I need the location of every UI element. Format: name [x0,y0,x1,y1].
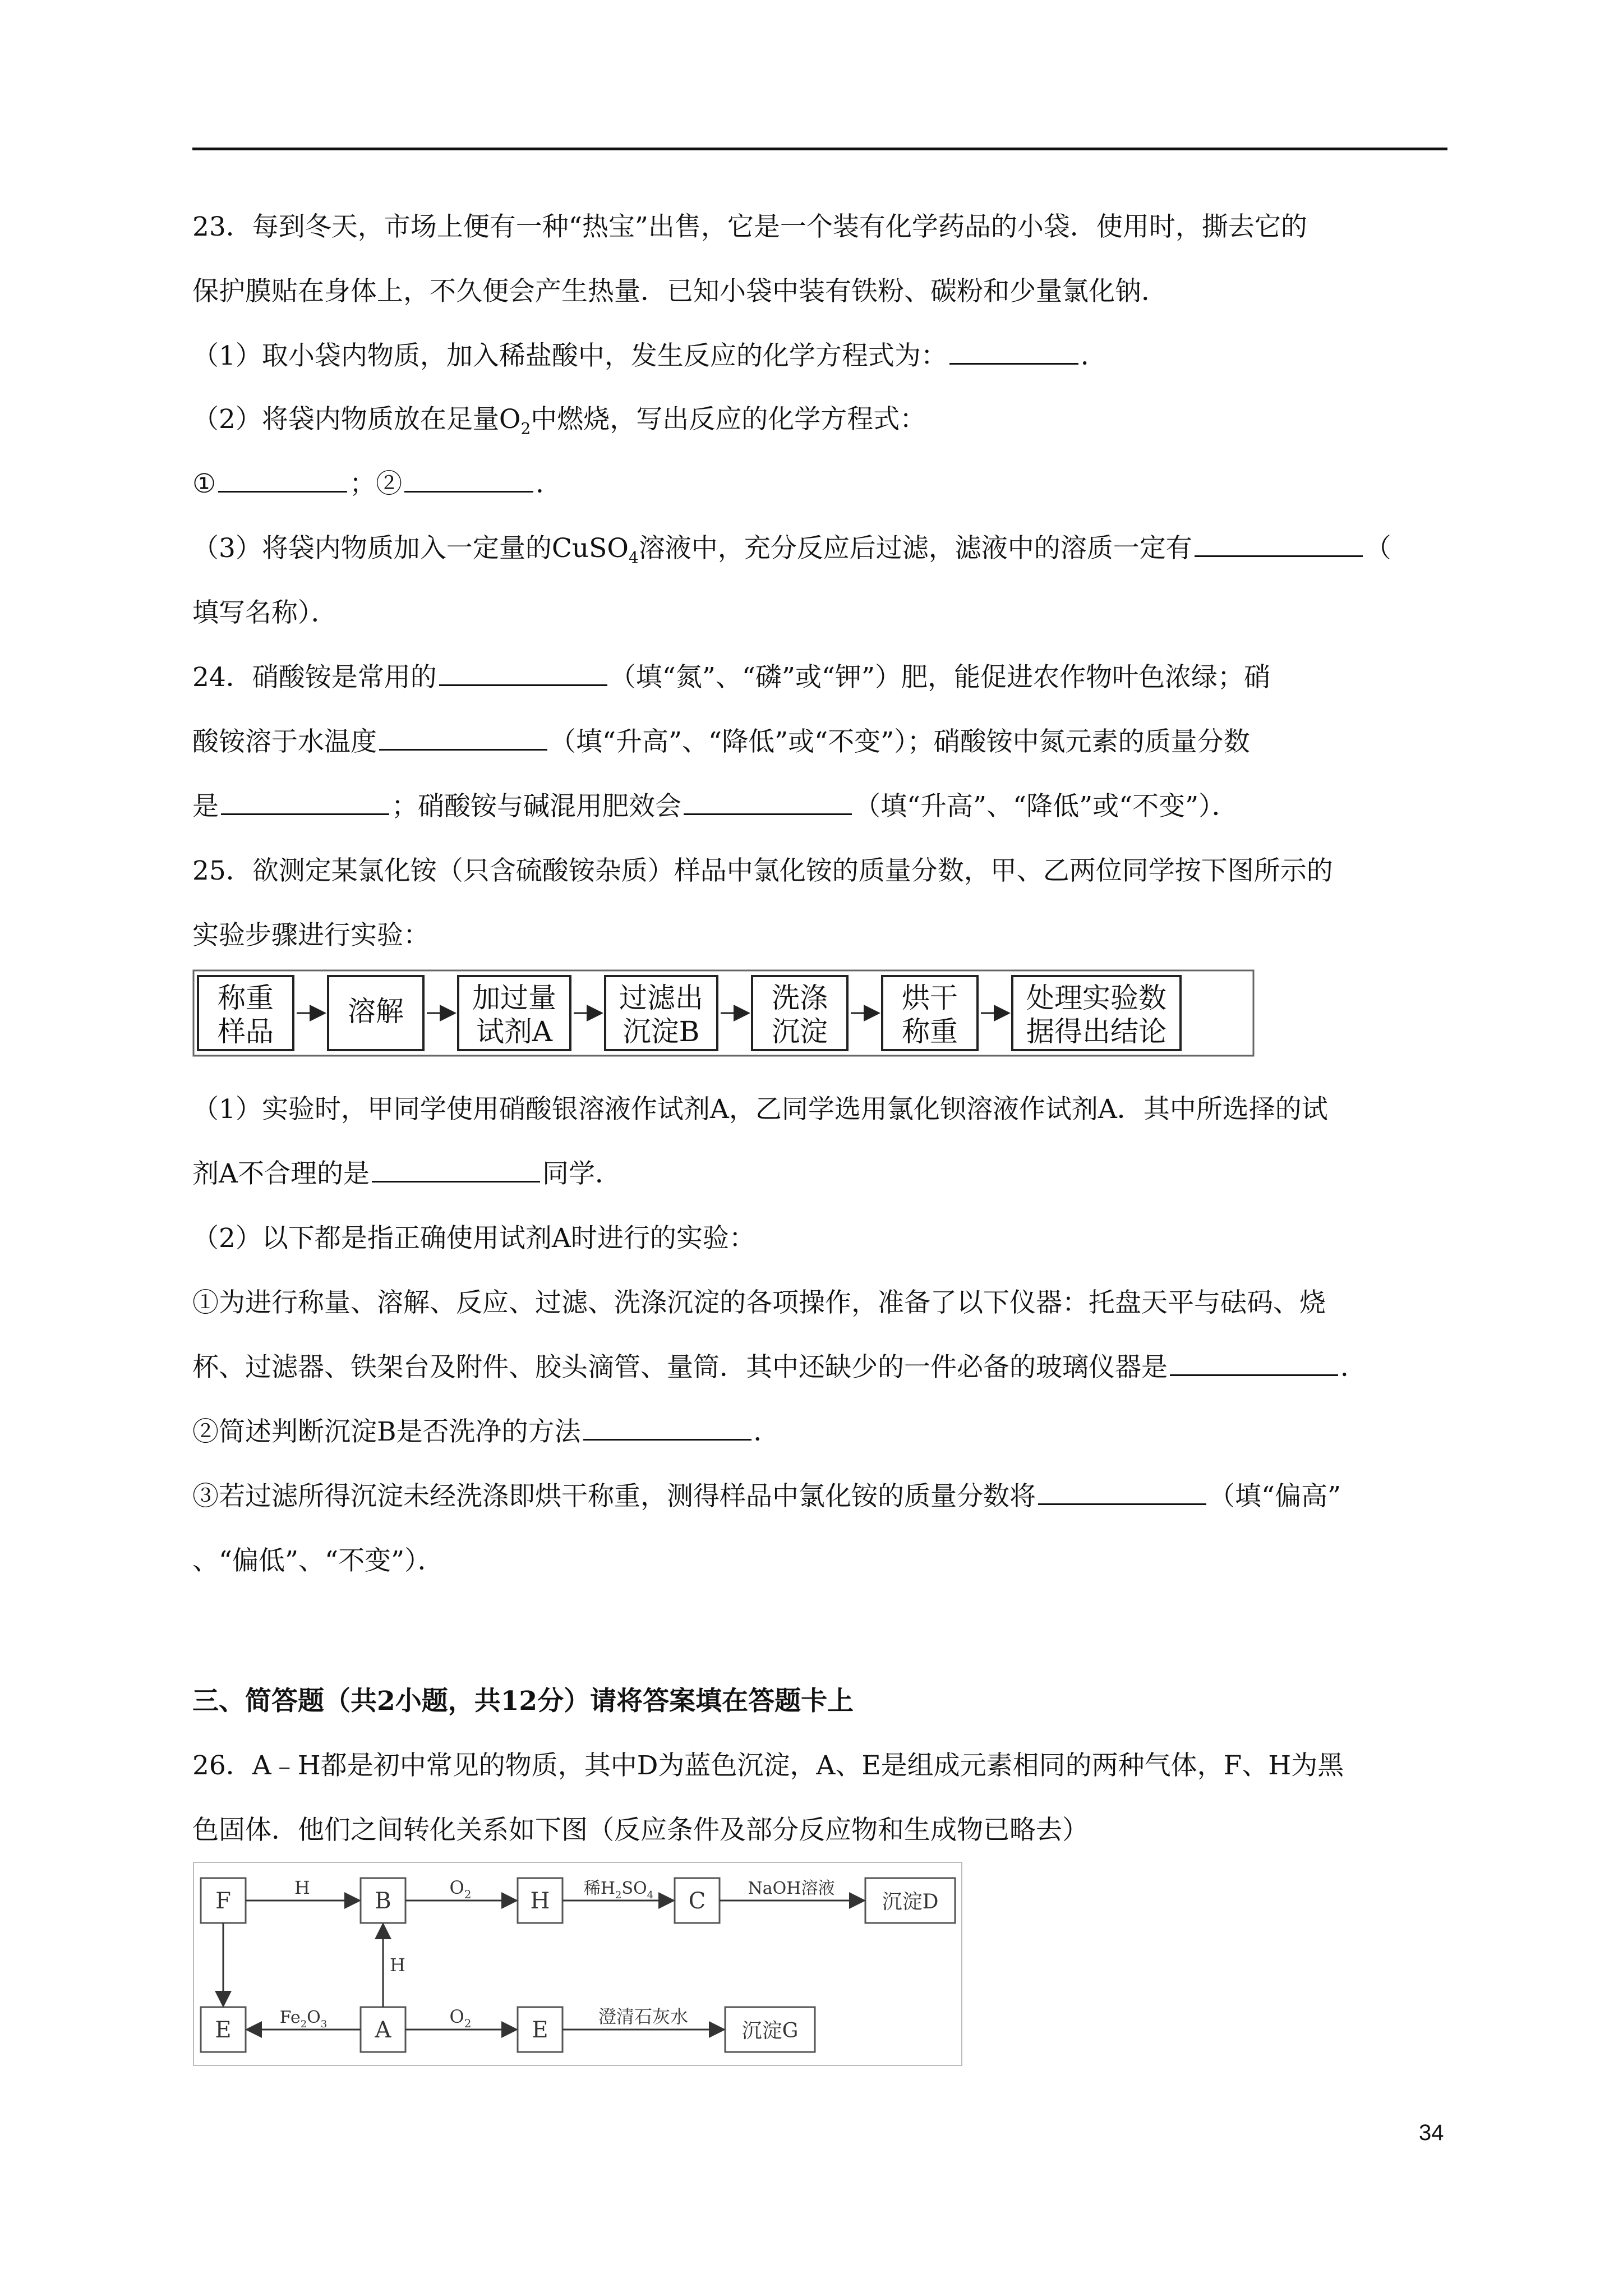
q25-p2-2 [192,1415,780,1449]
node-G-label: 沉淀G [741,2019,799,2042]
circle-1: ① [192,468,216,499]
q25-line1: 25．欲测定某氯化铵（只含硫酸铵杂质）样品中氯化铵的质量分数，甲、乙两位同学按下图所示的 [192,855,1333,886]
q25-text: （填“偏高” [1209,1481,1341,1512]
q26-line1: 26．A﹣H都是初中常见的物质，其中D为蓝色沉淀，A、E是组成元素相同的两种气体，F、H为黑 [192,1750,1344,1781]
q26-line2: 色固体．他们之间转化关系如下图（反应条件及部分反应物和生成物已略去） [192,1815,1089,1846]
label-A-B: H [390,1954,405,1976]
q24-text: 24．硝酸铵是常用的 [192,662,437,693]
q25-p1a: （1）实验时，甲同学使用硝酸银溶液作试剂A，乙同学选用氯化钡溶液作试剂A．其中所选择的试 [192,1094,1328,1125]
node-E2-label: E [532,2017,548,2043]
flow-step-label: 称重 [902,1015,958,1048]
answer-blank[interactable] [439,662,607,686]
flow-step-label: 溶解 [348,995,404,1028]
answer-blank[interactable] [379,726,547,751]
header-rule [192,148,1447,150]
q24-text: 是 [192,791,219,822]
punct: ． [1080,341,1107,371]
flow-step-label: 样品 [218,1015,274,1048]
answer-blank[interactable] [684,791,852,815]
q23-part2-text-b: 中燃烧，写出反应的化学方程式： [531,404,926,435]
q24-text: （填“升高”、“降低”或“不变”）；硝酸铵中氮元素的质量分数 [550,726,1250,757]
section-heading: 三、简答题（共2小题，共12分）请将答案填在答题卡上 [192,1686,854,1717]
q23-part3-text-b: 溶液中，充分反应后过滤，滤液中的溶质一定有 [638,533,1192,564]
flow-step-label: 加过量 [472,982,556,1014]
flow-step-label: 沉淀 [772,1015,828,1048]
q24-text: ；硝酸铵与碱混用肥效会 [391,791,681,822]
q25-p2-1a: ①为进行称量、溶解、反应、过滤、洗涤沉淀的各项操作，准备了以下仪器：托盘天平与砝码、烧 [192,1287,1326,1318]
label-C-D: NaOH溶液 [748,1879,835,1898]
answer-blank[interactable] [1195,533,1363,557]
q25-text: ②简述判断沉淀B是否洗净的方法 [192,1416,581,1447]
flow-step-label: 试剂A [476,1015,553,1048]
q25-line2: 实验步骤进行实验： [192,920,430,951]
q24-text: （填“升高”、“降低”或“不变”）． [854,791,1238,822]
q23-part3-text-a: （3）将袋内物质加入一定量的CuSO [192,533,629,564]
label-A-E2: $O_2$ [449,2006,472,2030]
label-E2-G: 澄清石灰水 [598,2006,689,2027]
circle-2: ；② [349,468,403,499]
answer-blank[interactable] [1038,1481,1206,1505]
flow-step-label: 据得出结论 [1026,1015,1166,1048]
subscript: 4 [628,548,639,567]
q23-line2: 保护膜贴在身体上，不久便会产生热量．已知小袋中装有铁粉、碳粉和少量氯化钠． [192,276,1168,307]
q25-text: 同学． [542,1158,621,1189]
subscript: 2 [520,419,531,438]
node-A-label: A [375,2017,391,2043]
answer-blank[interactable] [583,1416,751,1441]
flow-step-label: 称重 [218,982,274,1014]
q25-flow-diagram [192,969,1258,1059]
node-H-label: H [530,1888,550,1914]
q24-text: 酸铵溶于水温度 [192,726,377,757]
punct: ． [753,1416,780,1447]
q24-line1 [192,661,1270,694]
answer-blank[interactable] [221,791,389,815]
q23-part2 [192,403,926,445]
q25-text: ③若过滤所得沉淀未经洗涤即烘干称重，测得样品中氯化铵的质量分数将 [192,1481,1036,1512]
q24-text: （填“氮”、“磷”或“钾”）肥，能促进农作物叶色浓绿；硝 [609,662,1270,693]
label-A-E1: $Fe_2O_3$ [279,2008,328,2030]
answer-blank[interactable] [1170,1352,1338,1376]
page-number: 34 [1419,2120,1444,2145]
q25-text: 杯、过滤器、铁架台及附件、胶头滴管、量筒．其中还缺少的一件必备的玻璃仪器是 [192,1352,1168,1383]
node-D-label: 沉淀D [882,1890,939,1913]
label-B-H: $O_2$ [449,1877,472,1901]
flow-step-label: 处理实验数 [1026,982,1166,1014]
node-B-label: B [375,1888,391,1914]
node-C-label: C [688,1888,706,1914]
punct: ． [1340,1352,1367,1383]
answer-blank[interactable] [372,1158,540,1182]
flow-step-label: 洗涤 [772,982,828,1014]
node-F-label: F [215,1888,231,1914]
flow-step-label: 过滤出 [619,982,703,1014]
q25-text: 剂A不合理的是 [192,1158,370,1189]
q25-p2-3 [192,1480,1341,1513]
q23-part3 [192,532,1391,574]
q23-part3-end: 填写名称）． [192,597,338,628]
q23-part1-text: （1）取小袋内物质，加入稀盐酸中，发生反应的化学方程式为： [192,341,947,371]
answer-blank[interactable] [404,468,533,493]
punct: ． [536,468,562,499]
node-E1-label: E [215,2017,232,2043]
label-H-C: 稀$H_2SO_4$ [583,1879,654,1901]
label-F-B: H [294,1877,310,1898]
q25-p2-3c: 、“偏低”、“不变”）． [192,1545,444,1576]
q25-p1b [192,1157,621,1191]
q24-line2 [192,725,1250,759]
q25-p2: （2）以下都是指正确使用试剂A时进行的实验： [192,1223,755,1254]
answer-blank[interactable] [949,341,1078,365]
q26-reaction-diagram [192,1861,966,2069]
q23-part2-answers [192,467,562,501]
punct: （ [1364,533,1391,564]
q25-p2-1b [192,1351,1367,1384]
q23-part1 [192,339,1107,373]
q23-line1: 23．每到冬天，市场上便有一种“热宝”出售，它是一个装有化学药品的小袋．使用时，撕去它的 [192,211,1307,242]
q24-line3 [192,790,1238,823]
flow-step-label: 烘干 [902,982,958,1014]
answer-blank[interactable] [218,468,347,493]
q23-part2-text-a: （2）将袋内物质放在足量O [192,404,521,435]
flow-step-label: 沉淀B [623,1015,700,1048]
